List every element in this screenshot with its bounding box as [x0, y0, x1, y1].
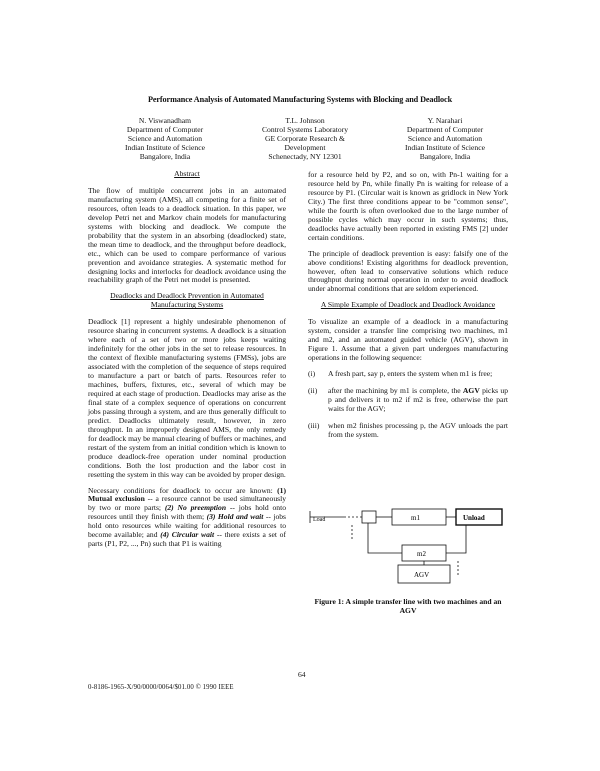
body-paragraph: The principle of deadlock prevention is easy: falsify one of the above conditions! Existing algorithms for deadlock prevention, however, often lead to conservative solutions which reduce throughput during normal operation in order to avoid deadlock under abnormal conditions that are seldom experienced. — [308, 248, 508, 294]
author-block — [95, 117, 515, 177]
paper-title: Performance Analysis of Automated Manufacturing Systems with Blocking and Deadlock — [147, 95, 453, 104]
author-name: N. Viswanadham — [138, 116, 192, 125]
abstract-heading: Abstract — [174, 169, 200, 178]
body-paragraph: Deadlock [1] represent a highly undesirable phenomenon of resource sharing in concurrent systems. A deadlock is a situation where each of a set of two or more jobs keeps waiting indefinitely for the other jobs in the set to release resources. In the context of flexible manufacturing systems (FMSs), jobs are associated with the completion of the sequence of steps required to manufacture a part or batch of parts. Resources refer to machines, buffers, fixtures, etc., several of which may be required at each stage of production. Deadlocks may arise as the final state of a complex sequence of operations on concurrent jobs passing through a system, and are thus generally difficult to predict. Deadlocks ultimately result, however, in zero throughput. In an improperly designed AMS, the only remedy for deadlock may be manual clearing of buffers or machines, and restart of the system from an initial condition which is known to produce deadlock-free operation under nominal production conditions. Both the lost production and the labor cost in resetting the system in this way can be avoided by proper design. — [88, 317, 286, 479]
condition-label: (1) Mutual exclusion — [88, 485, 286, 504]
author-affil: Department of Computer — [126, 124, 204, 134]
body-paragraph: for a resource held by P2, and so on, with Pn-1 waiting for a resource held by Pn, while finally Pn is waiting for release of a resource by P1. (Circular wait is known as gridlock in New York City.) The first three conditions appear to be "common sense", while the fourth is often overlooked due to the large number of possible cycles which may occur in such systems; thus, deadlocks have actually been reported in existing FMS [2] under certain conditions. — [308, 170, 508, 242]
agv-path — [446, 525, 466, 553]
agv-label: AGV — [414, 571, 430, 579]
page-number: 64 — [298, 670, 306, 679]
list-item — [308, 422, 508, 440]
condition-text: -- a resource cannot be used simultaneously by two or more parts; — [88, 494, 286, 513]
figure-caption: Figure 1: A simple transfer line with two machines and an AGV — [314, 597, 502, 615]
condition-label: (2) No preemption — [164, 503, 227, 513]
conditions-paragraph — [88, 487, 286, 550]
m1-label: m1 — [411, 514, 420, 522]
body-paragraph: To visualize an example of a deadlock in a manufacturing system, consider a transfer line comprising two machines, m1 and m2, and an automated guided vehicle (AGV), shown in Figure 1. Assume that a given part undergoes manufacturing operations in the following sequence: — [308, 317, 508, 363]
m2-label: m2 — [417, 550, 426, 558]
author-affil: Bangalore, India — [139, 151, 191, 161]
condition-text: -- there exists a set of parts (P1, P2, ..., Pn) such that P1 is waiting — [88, 530, 286, 549]
author-name: Y. Narahari — [427, 116, 463, 125]
author-affil: Science and Automation — [407, 133, 483, 143]
author-1 — [95, 117, 235, 162]
author-affil: Bangalore, India — [419, 151, 471, 161]
buffer-box — [362, 511, 376, 523]
condition-label: (4) Circular wait — [160, 530, 215, 540]
abstract-text: The flow of multiple concurrent jobs in an automated manufacturing system (AMS), all competing for a finite set of resources, often leads to a deadlock situation. In this paper, we develop Petri net and Markov chain models for manufacturing systems with blocking and deadlock. We compute the probability that the system in an absorbing (deadlocked) state, the mean time to deadlock, and the throughput before deadlock, etc., which can be used to compare performance of various prevention and avoidance strategies. A systematic method for designing locks and interlocks for deadlock avoidance using the reachability graph of the Petri net model is presented. — [88, 185, 286, 285]
author-affil: Science and Automation — [127, 133, 203, 143]
section-heading: A Simple Example of Deadlock and Deadlock Avoidance — [320, 300, 496, 310]
list-text: picks up p and delivers it to m2 if m2 is free, otherwise the part waits for the AGV; — [328, 386, 508, 413]
author-3 — [375, 117, 515, 162]
unload-label: Unload — [463, 514, 485, 522]
right-column — [308, 171, 508, 448]
list-item — [308, 387, 508, 414]
list-item — [308, 370, 508, 379]
condition-text: -- jobs hold onto resources until they finish with them; — [88, 503, 287, 522]
author-affil: Department of Computer — [406, 124, 484, 134]
list-text-bold: AGV — [462, 386, 480, 396]
conditions-intro: Necessary conditions for deadlock to occur are known: — [88, 485, 278, 495]
agv-path — [368, 523, 402, 553]
list-text: A fresh part, say p, enters the system when m1 is free; — [328, 369, 493, 379]
list-number: (i) — [308, 369, 316, 379]
list-text: after the machining by m1 is complete, the — [328, 386, 463, 396]
left-column — [88, 170, 286, 556]
condition-text: -- jobs hold onto resources while waiting for additional resources to become available; and — [88, 512, 287, 540]
author-affil: Schenectady, NY 12301 — [268, 151, 342, 161]
author-2 — [235, 117, 375, 162]
author-name: T.L. Johnson — [285, 116, 325, 125]
load-label: Load — [313, 517, 326, 523]
transfer-line-figure — [306, 495, 506, 591]
author-affil: Control Systems Laboratory — [261, 124, 349, 134]
author-affil: Indian Institute of Science — [125, 142, 205, 152]
list-text: when m2 finishes processing p, the AGV unloads the part from the system. — [328, 420, 508, 439]
condition-label: (3) Hold and wait — [206, 512, 264, 522]
author-affil: Indian Institute of Science — [405, 142, 485, 152]
author-affil: GE Corporate Research & — [265, 133, 345, 143]
list-number: (ii) — [308, 386, 318, 396]
author-affil: Development — [284, 142, 326, 152]
section-heading: Deadlocks and Deadlock Prevention in Automated Manufacturing Systems — [110, 291, 264, 310]
copyright-line: 0-8186-1965-X/90/0000/0064/$01.00 © 1990 IEEE — [88, 684, 234, 691]
list-number: (iii) — [308, 420, 320, 430]
